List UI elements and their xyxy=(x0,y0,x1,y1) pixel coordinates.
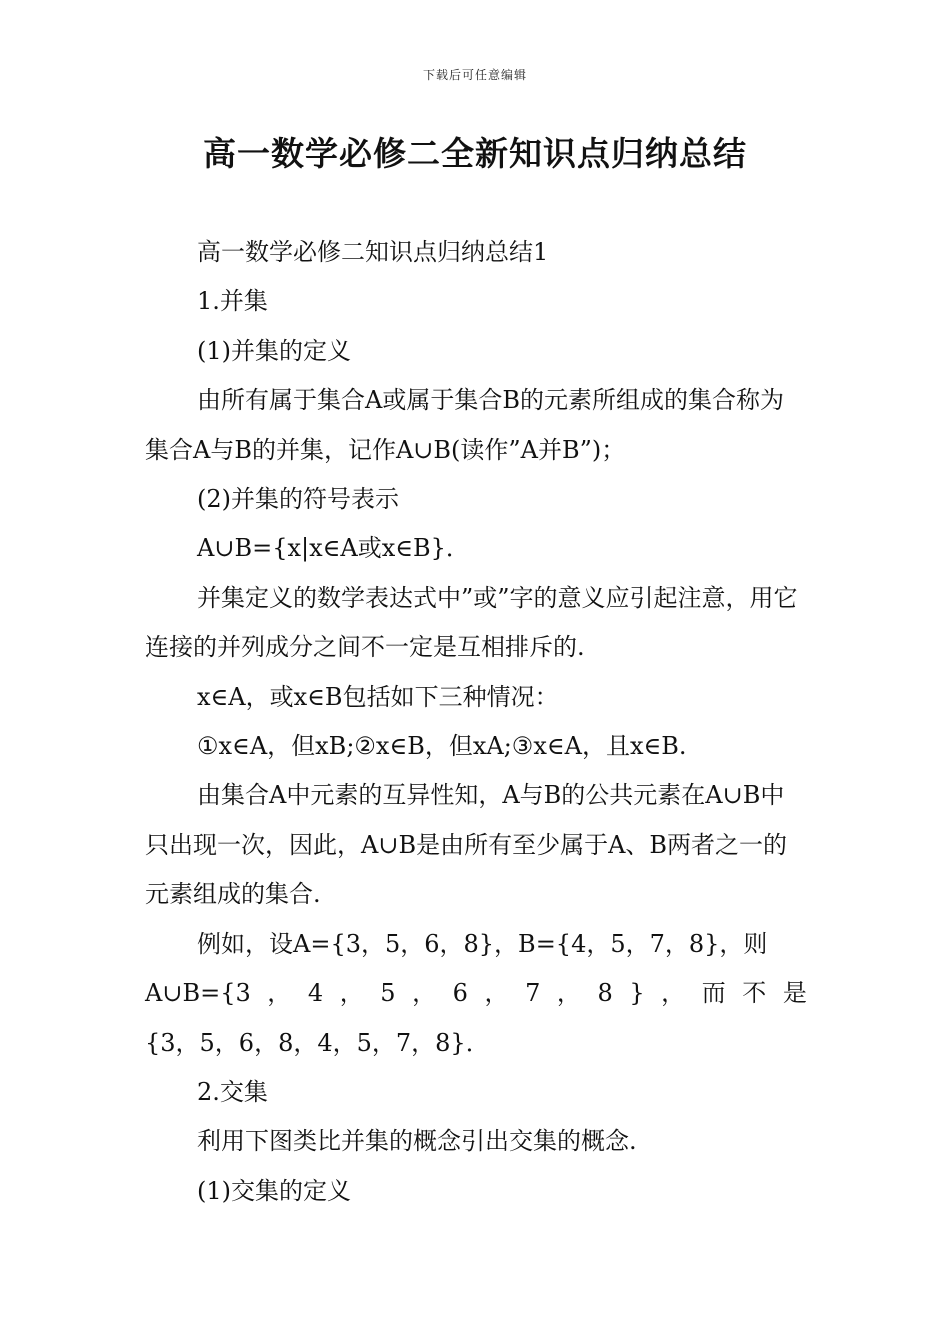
example-line-token: } xyxy=(629,979,645,1008)
example-line-token: ， xyxy=(412,979,437,1008)
example-line-token: 4 xyxy=(307,979,324,1008)
subheading-intersection-definition: (1)交集的定义 xyxy=(197,1176,351,1205)
paragraph-three-cases-intro: x∈A，或x∈B包括如下三种情况： xyxy=(197,682,559,711)
example-line-token: 5 xyxy=(380,979,396,1008)
example-line-token: 6 xyxy=(452,979,468,1008)
document-title: 高一数学必修二全新知识点归纳总结 xyxy=(203,134,747,173)
paragraph-or-meaning: 并集定义的数学表达式中”或”字的意义应引起注意，用它连接的并列成分之间不一定是互相排斥的. xyxy=(145,583,798,662)
example-line-2 xyxy=(145,969,807,1018)
example-line-token: 7 xyxy=(525,979,541,1008)
example-line-token: ， xyxy=(484,979,509,1008)
example-line-1: 例如，设A={3，5，6，8}，B={4，5，7，8}，则 xyxy=(197,929,768,958)
example-line-token: ， xyxy=(267,979,292,1008)
subheading-union-notation: (2)并集的符号表示 xyxy=(197,485,399,514)
example-line-token: A∪B={3 xyxy=(145,979,251,1008)
example-line-token: 不 xyxy=(742,979,767,1008)
paragraph-union-definition: 由所有属于集合A或属于集合B的元素所组成的集合称为集合A与B的并集，记作A∪B(读作”A并B”)； xyxy=(145,386,784,464)
subsection-heading-intersection: 2.交集 xyxy=(197,1077,268,1106)
subheading-union-definition: (1)并集的定义 xyxy=(197,336,351,365)
document-body xyxy=(145,228,807,1216)
example-line-3: {3，5，6，8，4，5，7，8}． xyxy=(145,1028,490,1057)
example-line-token: 是 xyxy=(782,979,807,1008)
example-line-token: ， xyxy=(661,979,686,1008)
example-line-token: 而 xyxy=(701,979,726,1008)
example-line-token: ， xyxy=(339,979,364,1008)
paragraph-three-cases: ①x∈A，但xB;②x∈B，但xA;③x∈A，且x∈B. xyxy=(197,732,687,761)
example-line-token: ， xyxy=(556,979,581,1008)
example-line-token: 8 xyxy=(597,979,613,1008)
section-heading: 高一数学必修二知识点归纳总结1 xyxy=(197,238,549,266)
header-note: 下载后可任意编辑 xyxy=(422,68,527,82)
paragraph-distinctness: 由集合A中元素的互异性知，A与B的公共元素在A∪B中只出现一次，因此，A∪B是由所有至少属于A、B两者之一的元素组成的集合. xyxy=(145,781,788,909)
paragraph-intersection-intro: 利用下图类比并集的概念引出交集的概念. xyxy=(197,1127,637,1156)
formula-union: A∪B={x|x∈A或x∈B}． xyxy=(197,534,470,563)
subsection-heading-union: 1.并集 xyxy=(197,287,268,316)
